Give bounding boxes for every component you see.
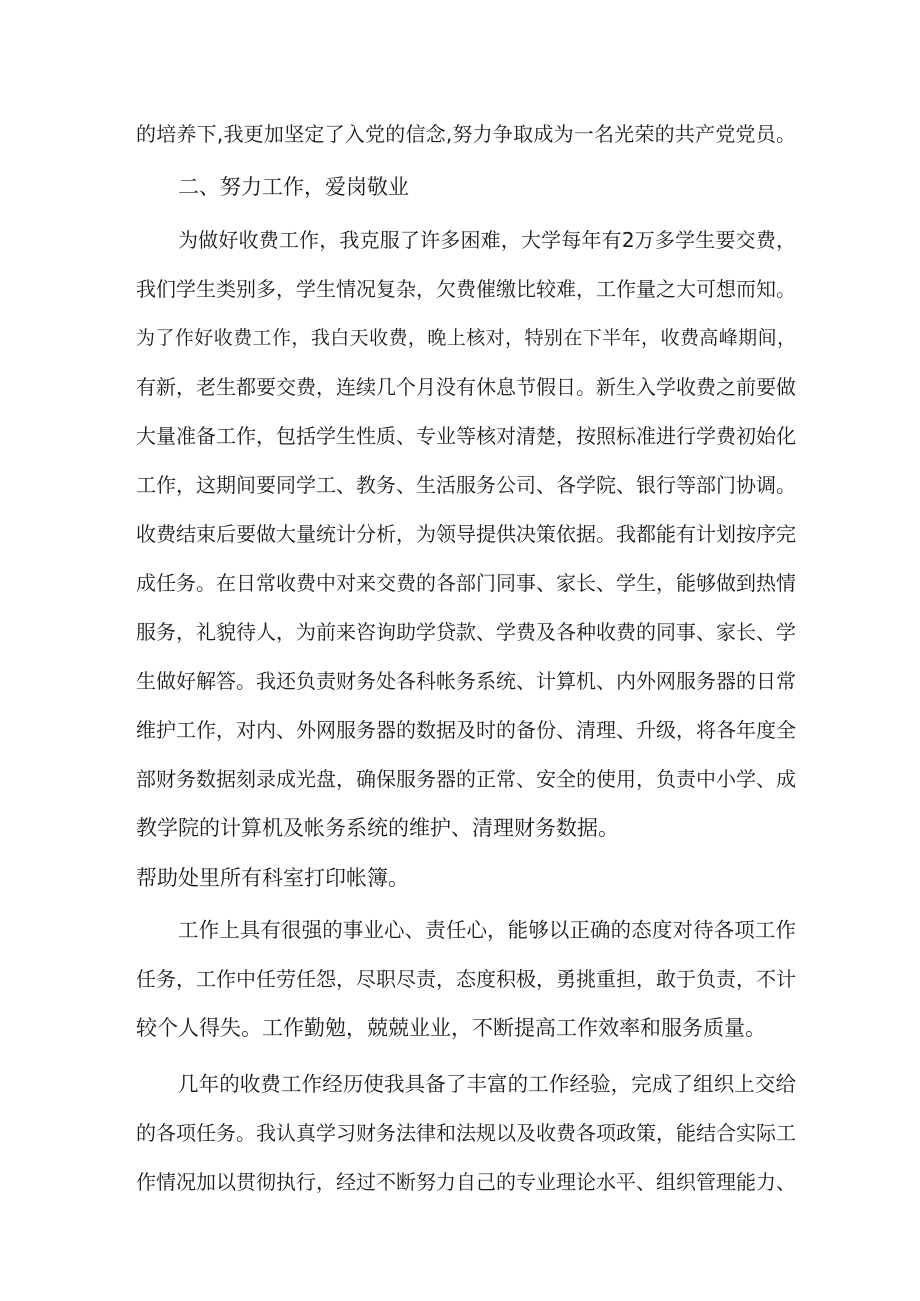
text-line: 生做好解答。我还负责财务处各科帐务系统、计算机、内外网服务器的日常 <box>136 669 796 693</box>
text-line: 有新，老生都要交费，连续几个月没有休息节假日。新生入学收费之前要做 <box>136 375 796 399</box>
text-line: 几年的收费工作经历使我具备了丰富的工作经验，完成了组织上交给 <box>178 1072 796 1096</box>
text-line: 任务，工作中任劳任怨，尽职尽责，态度积极，勇挑重担，敢于负责，不计 <box>136 967 796 991</box>
text-line: 收费结束后要做大量统计分析，为领导提供决策依据。我都能有计划按序完 <box>136 522 796 546</box>
text-line: 作情况加以贯彻执行，经过不断努力自己的专业理论水平、组织管理能力、 <box>136 1170 796 1194</box>
text-line: 我们学生类别多，学生情况复杂，欠费催缴比较难，工作量之大可想而知。 <box>136 277 796 301</box>
text-line: 服务，礼貌待人，为前来咨询助学贷款、学费及各种收费的同事、家长、学 <box>136 620 796 644</box>
text-line: 帮助处里所有科室打印帐簿。 <box>136 866 409 890</box>
text-line: 维护工作，对内、外网服务器的数据及时的备份、清理、升级，将各年度全 <box>136 718 796 742</box>
text-line: 教学院的计算机及帐务系统的维护、清理财务数据。 <box>136 816 619 840</box>
text-line: 工作，这期间要同学工、教务、生活服务公司、各学院、银行等部门协调。 <box>136 473 796 497</box>
text-line: 的各项任务。我认真学习财务法律和法规以及收费各项政策，能结合实际工 <box>136 1121 796 1145</box>
text-line: 为了作好收费工作，我白天收费，晚上核对，特别在下半年，收费高峰期间， <box>136 327 796 349</box>
text-line: 部财务数据刻录成光盘，确保服务器的正常、安全的使用，负责中小学、成 <box>136 767 796 791</box>
text-line: 工作上具有很强的事业心、责任心，能够以正确的态度对待各项工作 <box>178 918 796 942</box>
text-line: 的培养下,我更加坚定了入党的信念,努力争取成为一名光荣的共产党党员。 <box>136 122 796 146</box>
text-line: 大量准备工作，包括学生性质、专业等核对清楚，按照标准进行学费初始化 <box>136 424 796 448</box>
text-line: 成任务。在日常收费中对来交费的各部门同事、家长、学生，能够做到热情 <box>136 571 796 595</box>
text-line: 为做好收费工作，我克服了许多困难，大学每年有2万多学生要交费， <box>178 228 796 252</box>
text-line: 较个人得失。工作勤勉，兢兢业业，不断提高工作效率和服务质量。 <box>136 1016 766 1040</box>
section-heading: 二、努力工作，爱岗敬业 <box>178 175 409 199</box>
